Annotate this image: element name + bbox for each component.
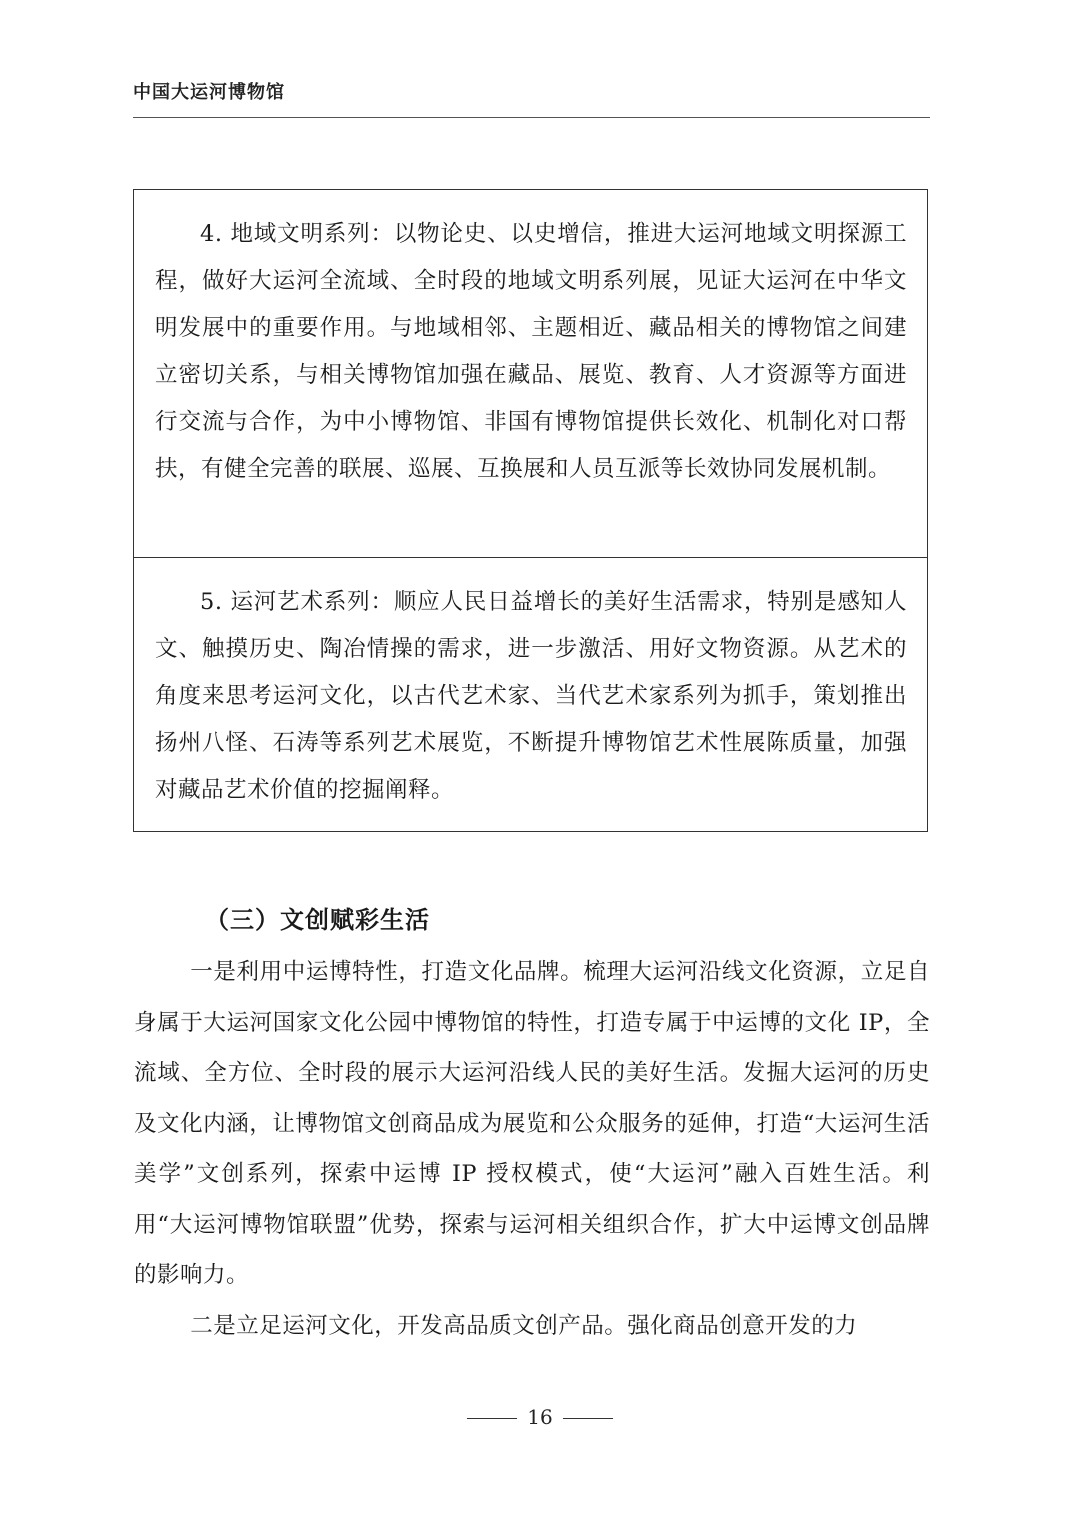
footer-dash-left	[467, 1418, 517, 1419]
header-divider	[133, 117, 930, 118]
section-heading: （三）文创赋彩生活	[205, 906, 430, 934]
body-paragraph-2: 二是立足运河文化，开发高品质文创产品。强化商品创意开发的力	[190, 1313, 858, 1339]
cell-text-canal-art: 5. 运河艺术系列：顺应人民日益增长的美好生活需求，特别是感知人文、触摸历史、陶冶情操的需求，进一步激活、用好文物资源。从艺术的角度来思考运河文化，以古代艺术家、当代艺术家系列为抓手，策划推出扬州八怪、石涛等系列艺术展览，不断提升博物馆艺术性展陈质量，加强对藏品艺术价值的挖掘阐释。	[155, 589, 907, 803]
table-cell-regional-civilization	[133, 189, 928, 558]
table-cell-canal-art	[133, 557, 928, 832]
running-header: 中国大运河博物馆	[133, 82, 285, 103]
cell-text-regional-civilization: 4. 地域文明系列：以物论史、以史增信，推进大运河地域文明探源工程，做好大运河全流域、全时段的地域文明系列展，见证大运河在中华文明发展中的重要作用。与地域相邻、主题相近、藏品相关的博物馆之间建立密切关系，与相关博物馆加强在藏品、展览、教育、人才资源等方面进行交流与合作，为中小博物馆、非国有博物馆提供长效化、机制化对口帮扶，有健全完善的联展、巡展、互换展和人员互派等长效协同发展机制。	[155, 221, 907, 482]
page-footer	[0, 1405, 1080, 1429]
page-number: 16	[527, 1405, 553, 1429]
body-paragraph-1: 一是利用中运博特性，打造文化品牌。梳理大运河沿线文化资源，立足自身属于大运河国家文化公园中博物馆的特性，打造专属于中运博的文化 IP，全流域、全方位、全时段的展示大运河沿线人民的美好生活。发掘大运河的历史及文化内涵，让博物馆文创商品成为展览和公众服务的延伸，打造“大运河生活美学”文创系列，探索中运博 IP 授权模式，使“大运河”融入百姓生活。利用“大运河博物馆联盟”优势，探索与运河相关组织合作，扩大中运博文创品牌的影响力。	[134, 959, 930, 1288]
footer-dash-right	[563, 1418, 613, 1419]
